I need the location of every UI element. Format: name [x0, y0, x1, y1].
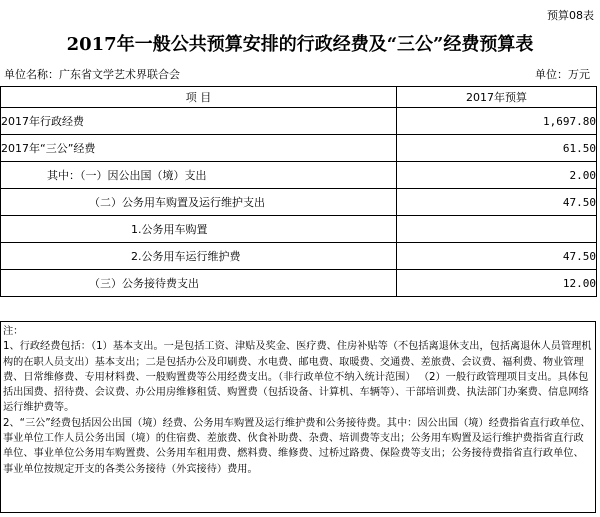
header-item: 项 目 [1, 87, 397, 108]
budget-table [0, 86, 597, 297]
currency-unit: 单位：万元 [535, 68, 590, 81]
row-label: 2.公务用车运行维护费 [1, 243, 397, 270]
table-row [1, 108, 597, 135]
notes-heading: 注： [3, 326, 24, 337]
row-label: （三）公务接待费支出 [1, 270, 397, 297]
form-code: 预算08表 [547, 9, 594, 22]
table-row [1, 243, 597, 270]
row-value: 47.50 [397, 243, 597, 270]
row-value: 1,697.80 [397, 108, 597, 135]
row-label: 1.公务用车购置 [1, 216, 397, 243]
table-row [1, 135, 597, 162]
note-1: 1、行政经费包括：（1）基本支出。一是包括工资、津贴及奖金、医疗费、住房补贴等（不包括离退休支出，包括离退休人员管理机构的在职人员支出）基本支出；二是包括办公及印刷费、水电费、邮电费、取暖费、交通费、差旅费、会议费、福利费、物业管理费、日常维修费、专用材料费、一般购置费等公用经费支出。（非行政单位不纳入统计范围） （2）一般行政管理项目支出。具体包括出国费、招待费、会议费、办公用房维修租赁、购置费（包括设备、计算机、车辆等）、干部培训费、执法部门办案费、信息网络运行维护费等。 [3, 341, 592, 414]
row-label: （二）公务用车购置及运行维护支出 [1, 189, 397, 216]
unit-info-row [4, 66, 590, 82]
row-value: 2.00 [397, 162, 597, 189]
row-value [397, 216, 597, 243]
table-row [1, 189, 597, 216]
header-budget: 2017年预算 [397, 87, 597, 108]
unit-name: 单位名称：广东省文学艺术界联合会 [4, 68, 180, 81]
page-title: 2017年一般公共预算安排的行政经费及“三公”经费预算表 [66, 34, 534, 55]
row-label: 2017年行政经费 [1, 108, 397, 135]
table-row [1, 216, 597, 243]
row-label: 其中：（一）因公出国（境）支出 [1, 162, 397, 189]
row-label: 2017年“三公”经费 [1, 135, 397, 162]
notes-section [0, 321, 596, 513]
note-2: 2、“三公”经费包括因公出国（境）经费、公务用车购置及运行维护费和公务接待费。其中：因公出国（境）经费指省直行政单位、事业单位工作人员公务出国（境）的住宿费、差旅费、伙食补助费、杂费、培训费等支出；公务用车购置及运行维护费指省直行政单位、事业单位公务用车购置费、公务用车租用费、燃料费、维修费、过桥过路费、保险费等支出；公务接待费指省直行政单位、事业单位按规定开支的各类公务接待（外宾接待）费用。 [3, 417, 591, 475]
table-row [1, 162, 597, 189]
table-header-row [1, 87, 597, 108]
row-value: 12.00 [397, 270, 597, 297]
row-value: 61.50 [397, 135, 597, 162]
row-value: 47.50 [397, 189, 597, 216]
table-row [1, 270, 597, 297]
